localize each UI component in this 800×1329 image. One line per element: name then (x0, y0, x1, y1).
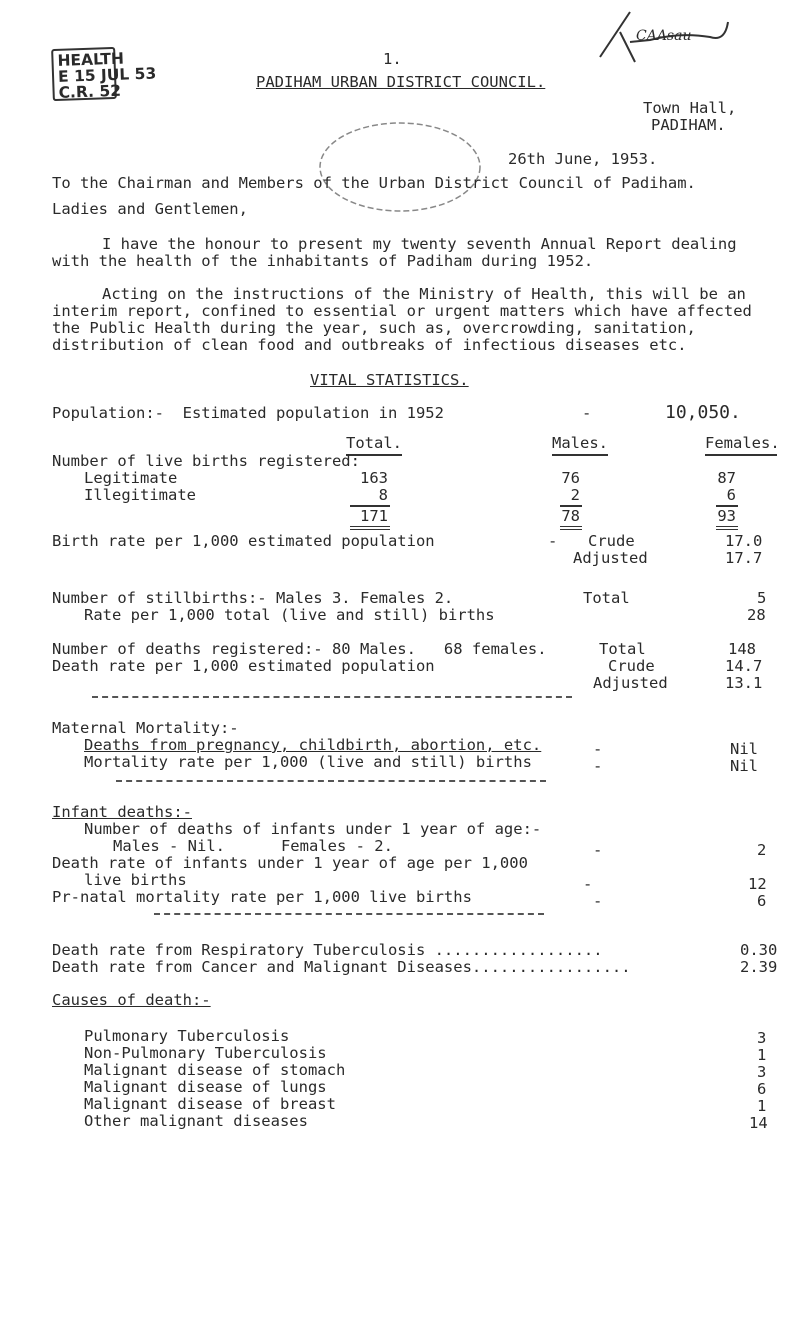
maternal-line-2-value: Nil (730, 757, 758, 775)
death-rate-adjusted-label: Adjusted (593, 674, 668, 692)
infant-line-5-value: 6 (757, 892, 767, 910)
cause-item-label: Other malignant diseases (84, 1112, 308, 1130)
birth-rate-adjusted: 17.7 (725, 549, 763, 567)
report-date: 26th June, 1953. (508, 150, 658, 168)
birth-rate-crude-label: Crude (588, 532, 635, 550)
maternal-dash-2: - (593, 757, 603, 775)
cause-item-label: Malignant disease of lungs (84, 1078, 327, 1096)
cancer-rate-label: Death rate from Cancer and Malignant Diseases................. (52, 958, 631, 976)
death-rate-adjusted: 13.1 (725, 674, 763, 692)
cause-item-label: Pulmonary Tuberculosis (84, 1027, 290, 1045)
infant-line-3: Death rate of infants under 1 year of age per 1,000 (52, 854, 528, 872)
illegitimate-label: Illegitimate (84, 486, 196, 504)
legitimate-total: 163 (360, 469, 388, 487)
birth-rate-dash: - (548, 532, 558, 550)
infant-heading: Infant deaths:- (52, 803, 192, 821)
infant-line-5: Pr-natal mortality rate per 1,000 live births (52, 888, 472, 906)
birth-rate-adjusted-label: Adjusted (573, 549, 648, 567)
maternal-line-2: Mortality rate per 1,000 (live and still) births (84, 753, 532, 771)
maternal-heading: Maternal Mortality:- (52, 719, 239, 737)
illegitimate-males: 2 (570, 486, 580, 504)
stillbirth-rate: 28 (747, 606, 766, 624)
infant-line-1: Number of deaths of infants under 1 year of age:- (84, 820, 542, 838)
illegitimate-females: 6 (726, 486, 736, 504)
legitimate-females: 87 (717, 469, 736, 487)
infant-line-4: live births (84, 871, 187, 889)
stillbirths-total-label: Total (583, 589, 630, 607)
cause-item-value: 14 (749, 1114, 768, 1132)
cause-item-value: 3 (757, 1063, 767, 1081)
respiratory-tb-rate: 0.30 (740, 941, 778, 959)
infant-line-2-value: 2 (757, 841, 767, 859)
illegitimate-total: 8 (378, 486, 388, 504)
cause-item-label: Malignant disease of breast (84, 1095, 336, 1113)
council-seal (300, 115, 510, 215)
maternal-line-1-value: Nil (730, 740, 758, 758)
births-sum-females: 93 (717, 507, 736, 525)
deaths-total: 148 (728, 640, 756, 658)
stamp-line-1: HEALTH (57, 49, 125, 70)
death-rate-label: Death rate per 1,000 estimated population (52, 657, 435, 675)
vital-statistics-heading: VITAL STATISTICS. (310, 371, 469, 389)
infant-dash-1: - (593, 841, 603, 859)
infant-line-4-value: 12 (748, 875, 767, 893)
legitimate-label: Legitimate (84, 469, 178, 487)
birth-rate-label: Birth rate per 1,000 estimated population (52, 532, 435, 550)
births-label: Number of live births registered: (52, 452, 360, 470)
cause-item-label: Malignant disease of stomach (84, 1061, 346, 1079)
maternal-line-1: Deaths from pregnancy, childbirth, abortion, etc. (84, 736, 542, 754)
cause-item-value: 1 (757, 1046, 767, 1064)
address-line-1: Town Hall, (643, 99, 737, 117)
respiratory-tb-rate-label: Death rate from Respiratory Tuberculosis .................. (52, 941, 603, 959)
population-dash: - (582, 404, 592, 422)
infant-dash-2: - (583, 875, 593, 893)
infant-dash-3: - (593, 892, 603, 910)
council-heading: PADIHAM URBAN DISTRICT COUNCIL. (256, 73, 546, 91)
births-header-males: Males. (552, 434, 608, 452)
causes-heading: Causes of death:- (52, 991, 211, 1009)
cause-item-value: 3 (757, 1029, 767, 1047)
instructions-paragraph: Acting on the instructions of the Ministry of Health, this will be an interim report, confined to essential or urgent matters which have affected the Public Health during the year, such as, overcrowding, sanitation, distribution of clean food and outbreaks of infectious diseases etc. (52, 285, 752, 354)
cause-item-value: 1 (757, 1097, 767, 1115)
signature: CAAsau (636, 28, 692, 44)
cause-item-value: 6 (757, 1080, 767, 1098)
maternal-dash-1: - (593, 740, 603, 758)
stillbirth-rate-label: Rate per 1,000 total (live and still) births (84, 606, 495, 624)
births-sum-total: 171 (360, 507, 388, 525)
page-number: 1. (383, 50, 402, 68)
stillbirths-label: Number of stillbirths:- Males 3. Females 2. (52, 589, 454, 607)
salutation-to: To the Chairman and Members of the Urban District Council of Padiham. (52, 174, 696, 192)
cause-item-label: Non-Pulmonary Tuberculosis (84, 1044, 327, 1062)
deaths-label: Number of deaths registered:- 80 Males. 68 females. (52, 640, 547, 658)
death-rate-crude-label: Crude (608, 657, 655, 675)
greeting: Ladies and Gentlemen, (52, 200, 248, 218)
death-rate-crude: 14.7 (725, 657, 763, 675)
deaths-total-label: Total (599, 640, 646, 658)
legitimate-males: 76 (561, 469, 580, 487)
births-header-females: Females. (705, 434, 780, 452)
population-value: 10,050. (665, 402, 741, 423)
received-stamp (51, 47, 157, 102)
stamp-line-3: C.R. 52 (58, 81, 122, 102)
cancer-rate: 2.39 (740, 958, 778, 976)
population-label: Population:- Estimated population in 1952 (52, 404, 444, 422)
address-line-2: PADIHAM. (651, 116, 726, 134)
birth-rate-crude: 17.0 (725, 532, 763, 550)
births-header-total: Total. (346, 434, 402, 452)
infant-line-2: Males - Nil. Females - 2. (113, 837, 393, 855)
stamp-line-2: E 15 JUL 53 (57, 64, 157, 86)
stillbirths-total: 5 (757, 589, 767, 607)
births-sum-males: 78 (561, 507, 580, 525)
intro-paragraph: I have the honour to present my twenty seventh Annual Report dealing with the health of the inhabitants of Padiham during 1952. (52, 235, 737, 270)
